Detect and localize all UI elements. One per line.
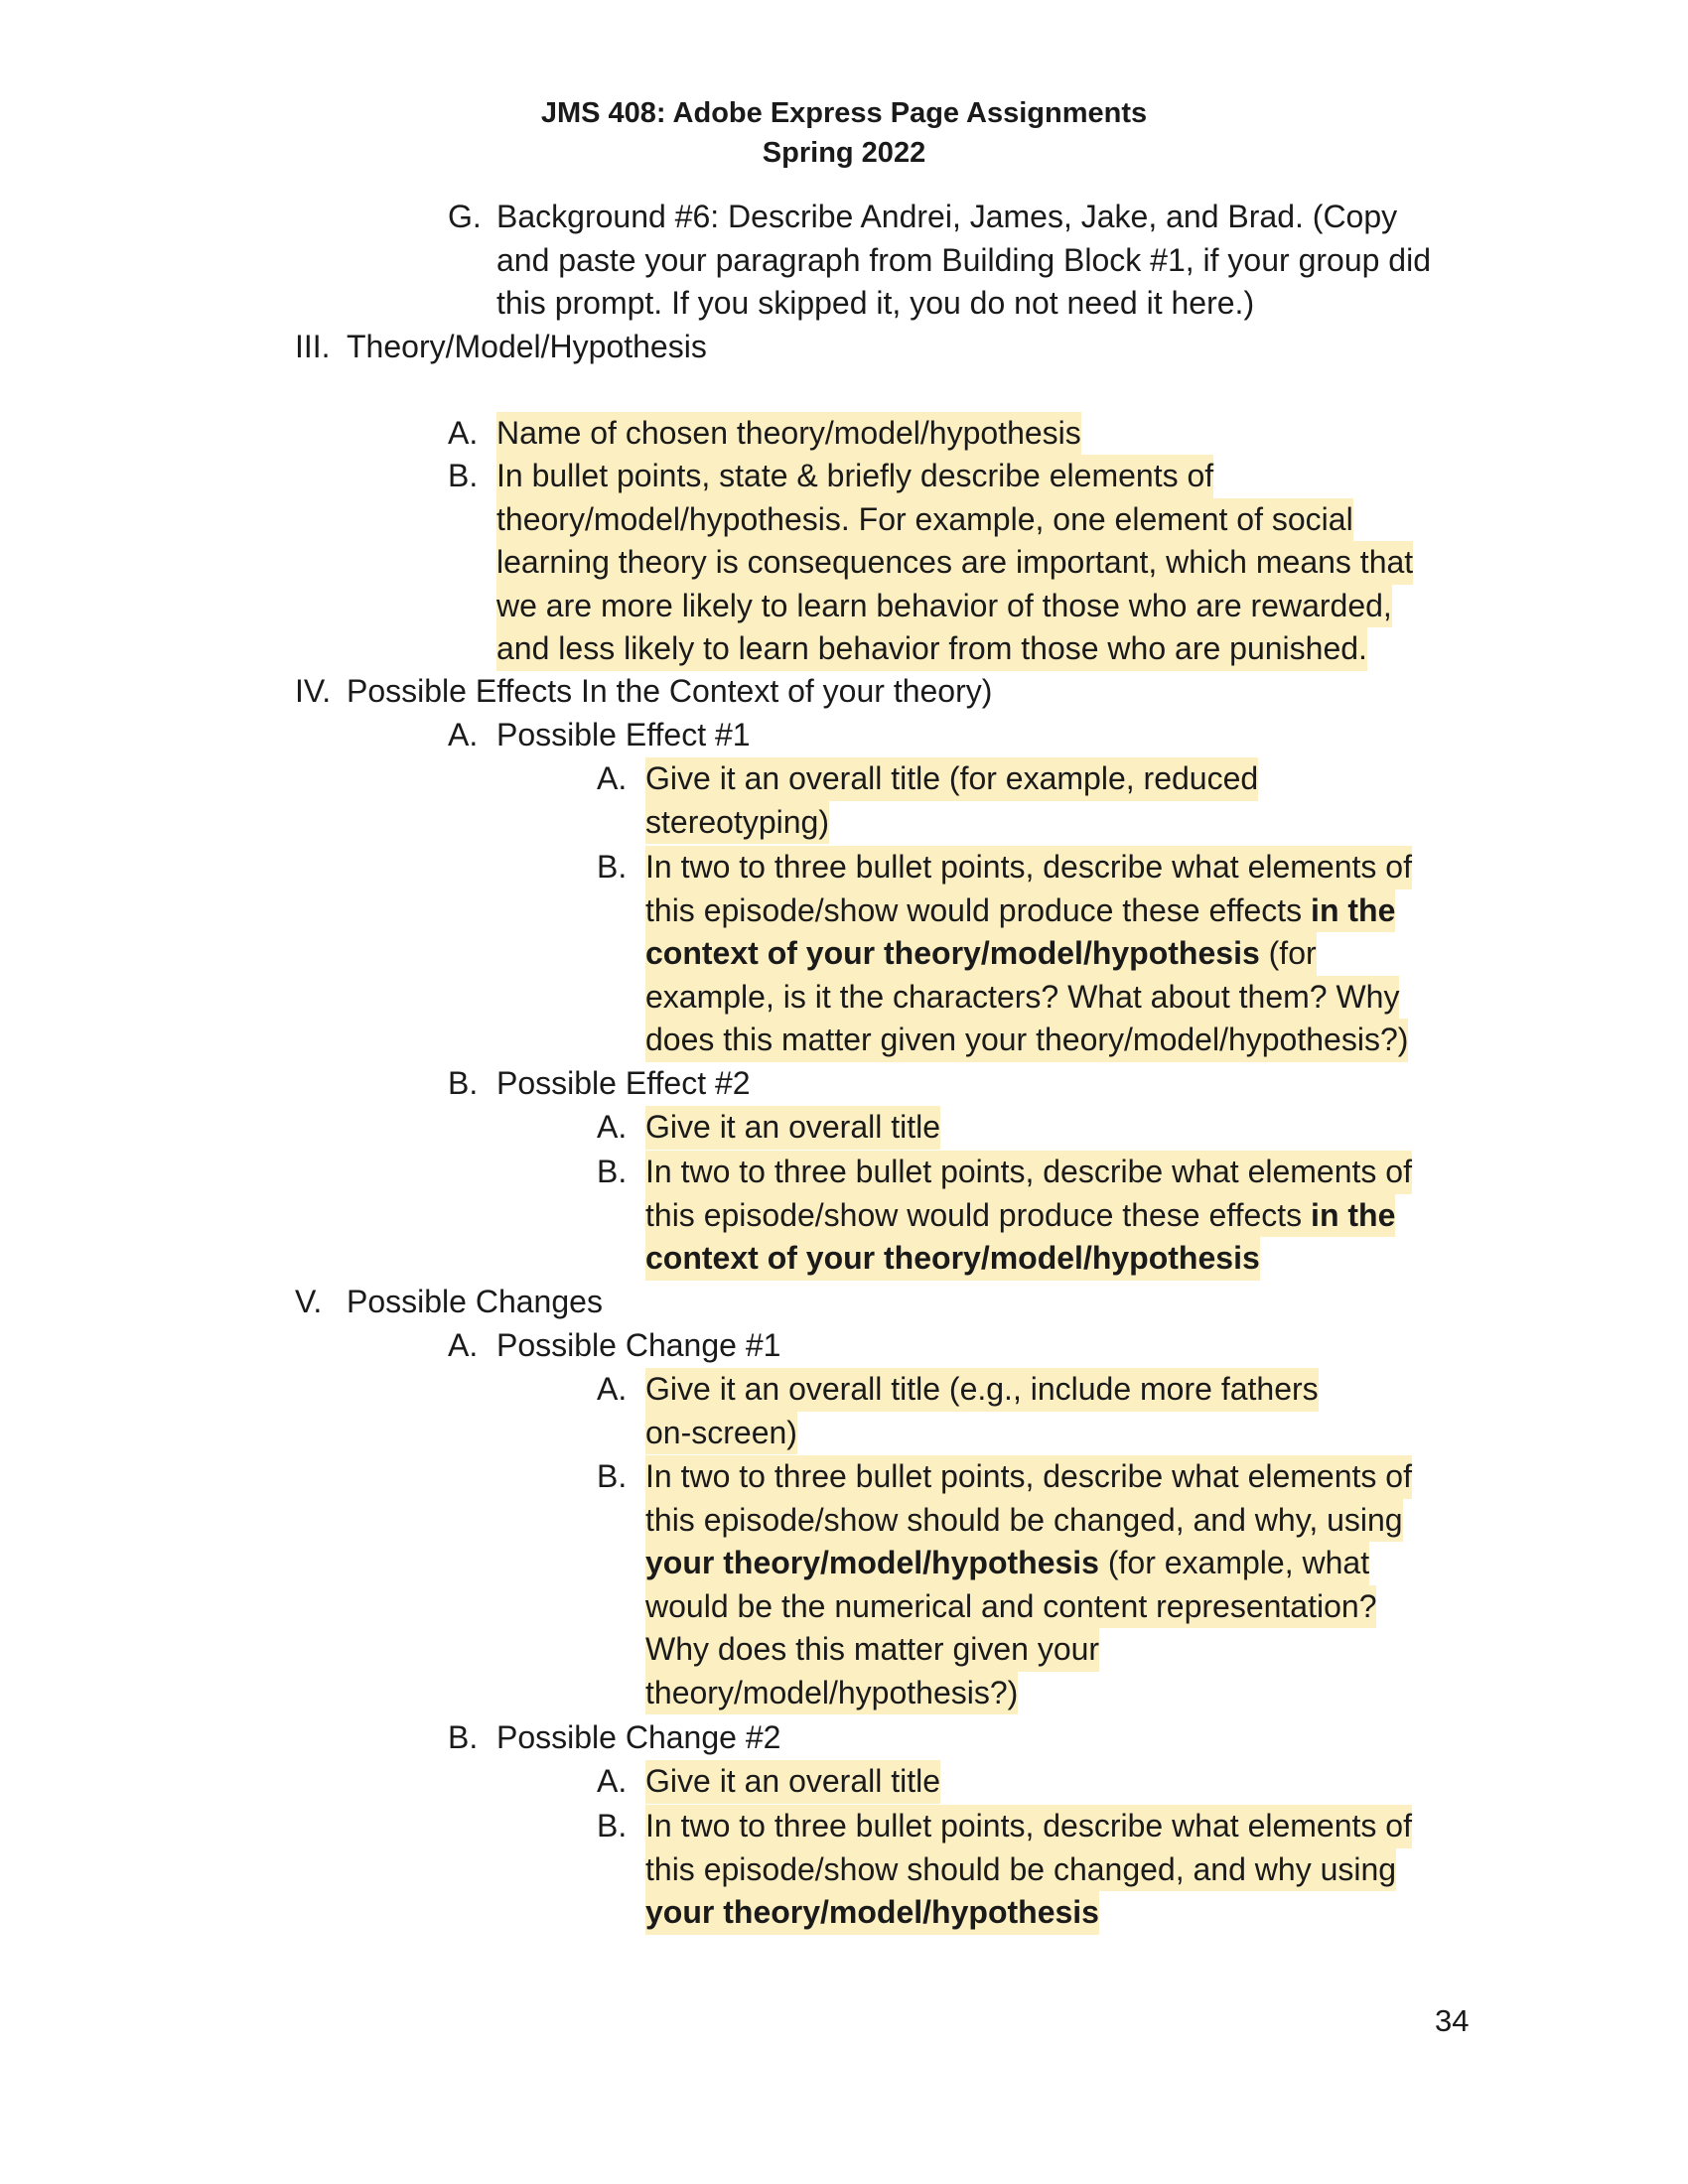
document-title: JMS 408: Adobe Express Page Assignments <box>540 97 1148 129</box>
document-term: Spring 2022 <box>762 137 926 169</box>
page-number: 34 <box>1435 2003 1470 2038</box>
